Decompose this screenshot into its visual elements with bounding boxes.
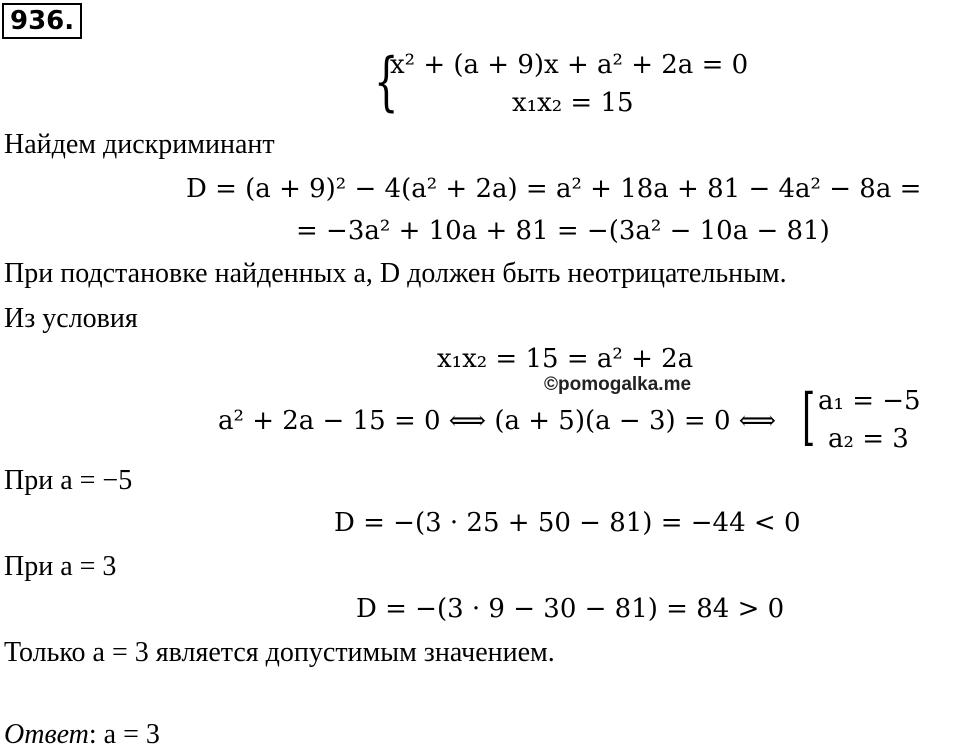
discriminant-line-2: = −3a² + 10a + 81 = −(3a² − 10a − 81) (296, 216, 830, 246)
text-substitution: При подстановке найденных a, D должен быть неотрицательным. (4, 258, 787, 289)
system-brace: { (374, 45, 399, 119)
system-equation-1: x² + (a + 9)x + a² + 2a = 0 (390, 50, 749, 80)
problem-number: 936. (2, 3, 82, 39)
product-equation: x₁x₂ = 15 = a² + 2a (437, 344, 694, 374)
discriminant-case-2: D = −(3 · 9 − 30 − 81) = 84 > 0 (356, 594, 785, 624)
watermark: ©pomogalka.me (544, 374, 692, 395)
text-case-a-minus-5: При a = −5 (4, 465, 133, 496)
text-from-condition: Из условия (4, 303, 138, 334)
answer-label: Ответ (4, 719, 89, 750)
system-equation-2: x₁x₂ = 15 (512, 88, 634, 118)
solve-equation: a² + 2a − 15 = 0 ⟺ (a + 5)(a − 3) = 0 ⟺ (218, 406, 777, 436)
discriminant-line-1: D = (a + 9)² − 4(a² + 2a) = a² + 18a + 81 − 4a² − 8a = (186, 174, 922, 204)
discriminant-case-1: D = −(3 · 25 + 50 − 81) = −44 < 0 (334, 508, 801, 538)
text-find-discriminant: Найдем дискриминант (4, 129, 275, 160)
answer-value: : a = 3 (88, 719, 160, 750)
root-a2: a₂ = 3 (828, 424, 909, 454)
text-case-a-3: При a = 3 (4, 551, 117, 582)
text-conclusion: Только a = 3 является допустимым значением. (4, 637, 555, 668)
roots-bracket: [ (802, 380, 816, 453)
root-a1: a₁ = −5 (818, 386, 921, 416)
